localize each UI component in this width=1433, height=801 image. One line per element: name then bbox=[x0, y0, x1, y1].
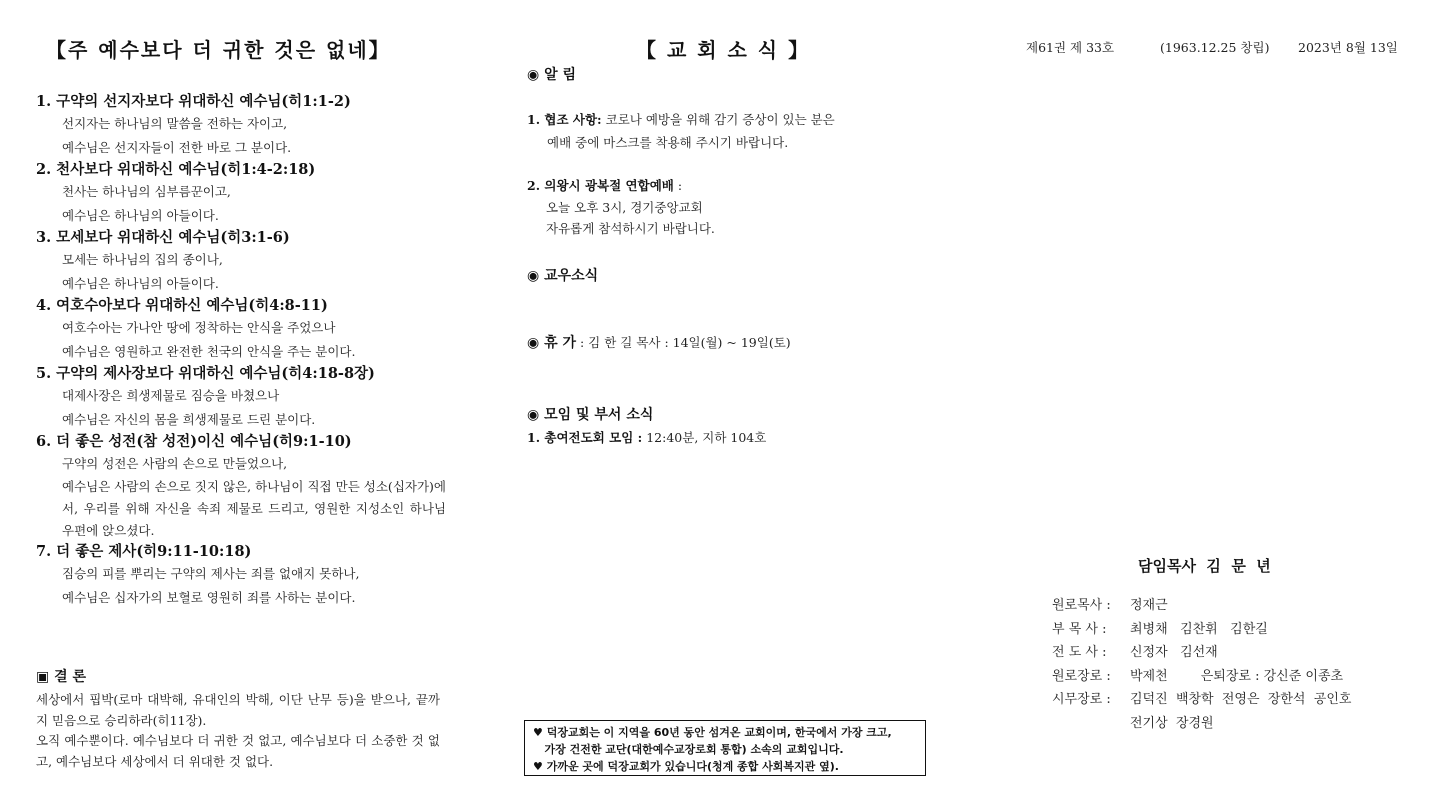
notice-item-line: 자유롭게 참석하시기 바랍니다. bbox=[546, 221, 715, 236]
section-line: 예수님은 십자가의 보혈로 영원히 죄를 사하는 분이다. bbox=[62, 590, 356, 605]
staff-role: 부 목 사 : bbox=[1052, 621, 1107, 637]
note-line: ♥ 가까운 곳에 덕장교회가 있습니다(청계 종합 사회복지관 옆). bbox=[533, 760, 839, 773]
staff-row bbox=[1052, 712, 1351, 736]
group-item-label: 1. 총여전도회 모임 : bbox=[527, 430, 643, 445]
staff-names: 신정자 김선재 bbox=[1130, 645, 1218, 660]
staff-names: 전기상 장경원 bbox=[1130, 715, 1214, 731]
section-4 bbox=[36, 296, 446, 364]
section-line: 예수님은 선지자들이 전한 바로 그 분이다. bbox=[62, 140, 292, 155]
sermon-outline bbox=[36, 92, 446, 610]
members-heading: ◉ 교우소식 bbox=[527, 268, 599, 284]
staff-names: 최병채 김찬휘 김한길 bbox=[1130, 621, 1268, 637]
section-heading: 5. 구약의 제사장보다 위대하신 예수님(히4:18-8장) bbox=[36, 365, 375, 382]
notice-item-text: 코로나 예방을 위해 감기 증상이 있는 분은 bbox=[601, 112, 835, 127]
section-heading: 7. 더 좋은 제사(히9:11-10:18) bbox=[36, 543, 252, 560]
note-line: 가장 건전한 교단(대한예수교장로회 통합) 소속의 교회입니다. bbox=[533, 743, 844, 756]
section-line: 여호수아는 가나안 땅에 정착하는 안식을 주었으나 bbox=[62, 320, 336, 335]
notice-item-label: 1. 협조 사항: bbox=[527, 112, 602, 127]
notice-item-label: 2. 의왕시 광복절 연합예배 bbox=[527, 178, 674, 193]
vacation-heading: ◉ 휴 가 bbox=[527, 335, 577, 351]
section-line: 선지자는 하나님의 말씀을 전하는 자이고, bbox=[62, 116, 288, 131]
group-item-text: 12:40분, 지하 104호 bbox=[642, 430, 767, 445]
section-2 bbox=[36, 160, 446, 228]
section-heading: 4. 여호수아보다 위대하신 예수님(히4:8-11) bbox=[36, 297, 328, 314]
section-3 bbox=[36, 228, 446, 296]
staff-row bbox=[1052, 594, 1351, 618]
section-heading: 2. 천사보다 위대하신 예수님(히1:4-2:18) bbox=[36, 161, 316, 178]
staff-list bbox=[1052, 594, 1351, 735]
section-heading: 3. 모세보다 위대하신 예수님(히3:1-6) bbox=[36, 229, 290, 246]
section-6 bbox=[36, 432, 446, 542]
notice-item-text: : bbox=[673, 178, 683, 193]
staff-names: 정재근 bbox=[1130, 598, 1168, 613]
news-title: 【 교 회 소 식 】 bbox=[636, 38, 811, 62]
conclusion-text: 오직 예수뿐이다. 예수님보다 더 귀한 것 없고, 예수님보다 더 소중한 것 없고, 예수님보다 세상에서 더 위대한 것 없다. bbox=[36, 733, 440, 769]
conclusion-heading: ▣ 결 론 bbox=[36, 669, 87, 685]
notice-heading: ◉ 알 림 bbox=[527, 67, 577, 83]
section-line: 예수님은 하나님의 아들이다. bbox=[62, 276, 219, 291]
vacation-row bbox=[527, 332, 791, 352]
staff-row bbox=[1052, 688, 1351, 712]
section-line: 모세는 하나님의 집의 종이나, bbox=[62, 252, 223, 267]
staff-role: 원로목사 : bbox=[1052, 598, 1111, 613]
section-line: 예수님은 영원하고 완전한 천국의 안식을 주는 분이다. bbox=[62, 344, 356, 359]
sermon-title: 【주 예수보다 더 귀한 것은 없네】 bbox=[46, 38, 391, 62]
notice-item-line: 예배 중에 마스크를 착용해 주시기 바랍니다. bbox=[547, 135, 789, 150]
staff-row bbox=[1052, 665, 1351, 689]
section-heading: 6. 더 좋은 성전(참 성전)이신 예수님(히9:1-10) bbox=[36, 433, 352, 450]
section-line: 대제사장은 희생제물로 짐승을 바쳤으나 bbox=[62, 388, 280, 403]
notice-item-2 bbox=[527, 176, 682, 194]
notice-item-1 bbox=[527, 110, 835, 128]
staff-role: 전 도 사 : bbox=[1052, 645, 1107, 660]
vacation-text: : 김 한 길 목사 : 14일(월) ~ 19일(토) bbox=[576, 335, 791, 350]
staff-names: 김덕진 백창학 전영은 장한석 공인호 bbox=[1130, 692, 1352, 707]
section-5 bbox=[36, 364, 446, 432]
conclusion-text: 세상에서 핍박(로마 대박해, 유대인의 박해, 이단 난무 등)을 받으나, 끝까지 믿음으로 승리하라(히11장). bbox=[36, 692, 440, 728]
section-line: 예수님은 자신의 몸을 희생제물로 드린 분이다. bbox=[62, 412, 316, 427]
section-7 bbox=[36, 542, 446, 610]
note-line: ♥ 덕장교회는 이 지역을 60년 동안 섬겨온 교회이며, 한국에서 가장 크고, bbox=[533, 726, 892, 739]
section-1 bbox=[36, 92, 446, 160]
staff-row bbox=[1052, 641, 1351, 665]
founded-date: (1963.12.25 창립) bbox=[1160, 40, 1270, 55]
notice-item-line: 오늘 오후 3시, 경기중앙교회 bbox=[546, 200, 703, 215]
section-line: 천사는 하나님의 심부름꾼이고, bbox=[62, 184, 231, 199]
section-line: 짐승의 피를 뿌리는 구약의 제사는 죄를 없애지 못하나, bbox=[62, 566, 360, 581]
staff-role: 시무장로 : bbox=[1052, 692, 1111, 707]
staff-role: 원로장로 : bbox=[1052, 668, 1111, 684]
senior-pastor: 담임목사 김 문 년 bbox=[1138, 557, 1271, 575]
section-line: 예수님은 사람의 손으로 짓지 않은, 하나님이 직접 만든 성소(십자가)에서, 우리를 위해 자신을 속죄 제물로 드리고, 영원한 지성소인 하나님 우편에 앉으셨다. bbox=[62, 479, 446, 538]
staff-names: 박제천 은퇴장로 : 강신준 이종초 bbox=[1130, 668, 1344, 684]
section-line: 구약의 성전은 사람의 손으로 만들었으나, bbox=[62, 456, 288, 471]
issue-date: 2023년 8월 13일 bbox=[1298, 40, 1398, 55]
volume-number: 제61권 제 33호 bbox=[1026, 40, 1115, 55]
section-heading: 1. 구약의 선지자보다 위대하신 예수님(히1:1-2) bbox=[36, 93, 351, 110]
conclusion bbox=[36, 666, 440, 772]
staff-row bbox=[1052, 618, 1351, 642]
section-line: 예수님은 하나님의 아들이다. bbox=[62, 208, 219, 223]
church-note-box bbox=[524, 720, 926, 776]
groups-heading: ◉ 모임 및 부서 소식 bbox=[527, 407, 654, 423]
group-item-1 bbox=[527, 428, 766, 446]
